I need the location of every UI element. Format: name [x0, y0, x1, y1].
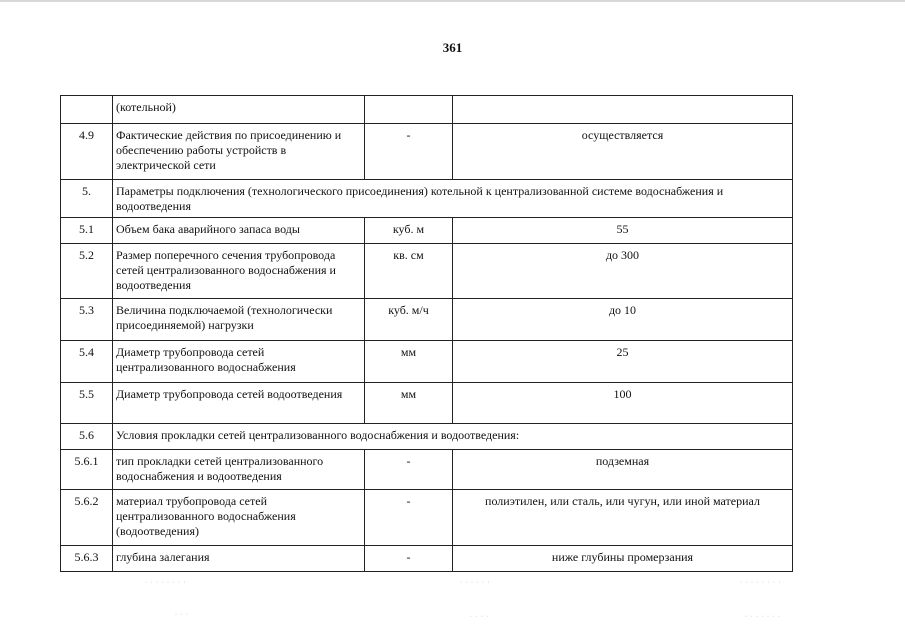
row-number: 5.6.3 [61, 546, 113, 572]
table-row [61, 450, 793, 490]
scan-artifact: · · · [175, 612, 189, 618]
section-number: 5.6 [61, 424, 113, 450]
row-parameter: материал трубопровода сетей централизованного водоснабжения (водоотведения) [113, 490, 365, 546]
page-number: 361 [442, 40, 463, 55]
section-row [61, 424, 793, 450]
section-title: Условия прокладки сетей централизованного водоснабжения и водоотведения: [113, 424, 793, 450]
table-row [61, 546, 793, 572]
scan-edge-line [0, 0, 905, 2]
scan-artifact: · · · · [470, 614, 490, 620]
row-number: 5.3 [61, 299, 113, 341]
table-row [61, 218, 793, 244]
table-row [61, 244, 793, 299]
table-row [61, 96, 793, 124]
row-number [61, 96, 113, 124]
scan-artifact: · · · · · · · · [145, 580, 187, 586]
row-unit: - [365, 124, 453, 180]
section-title: Параметры подключения (технологического присоединения) котельной к централизованной системе водоснабжения и водоотведения [113, 180, 793, 218]
parameters-table [60, 95, 793, 572]
row-parameter: глубина залегания [113, 546, 365, 572]
row-parameter: Диаметр трубопровода сетей централизованного водоснабжения [113, 341, 365, 383]
row-value: ниже глубины промерзания [453, 546, 793, 572]
row-parameter: Объем бака аварийного запаса воды [113, 218, 365, 244]
table-row [61, 383, 793, 424]
row-unit: мм [365, 341, 453, 383]
row-number: 5.4 [61, 341, 113, 383]
row-number: 5.6.2 [61, 490, 113, 546]
row-unit: куб. м [365, 218, 453, 244]
scan-artifact: · · · · · · · · [740, 580, 782, 586]
section-row [61, 180, 793, 218]
row-value: до 10 [453, 299, 793, 341]
row-parameter: Величина подключаемой (технологически присоединяемой) нагрузки [113, 299, 365, 341]
row-number: 5.2 [61, 244, 113, 299]
row-value: подземная [453, 450, 793, 490]
row-number: 4.9 [61, 124, 113, 180]
table-row [61, 124, 793, 180]
row-value [453, 96, 793, 124]
row-value: до 300 [453, 244, 793, 299]
row-value: осуществляется [453, 124, 793, 180]
row-number: 5.1 [61, 218, 113, 244]
row-value: полиэтилен, или сталь, или чугун, или иной материал [453, 490, 793, 546]
row-unit [365, 96, 453, 124]
row-parameter: Диаметр трубопровода сетей водоотведения [113, 383, 365, 424]
row-parameter: (котельной) [113, 96, 365, 124]
table-row [61, 299, 793, 341]
table-row [61, 490, 793, 546]
table-row [61, 341, 793, 383]
section-number: 5. [61, 180, 113, 218]
row-number: 5.5 [61, 383, 113, 424]
row-number: 5.6.1 [61, 450, 113, 490]
scan-artifact: · · · · · · · [745, 614, 781, 620]
row-unit: - [365, 546, 453, 572]
scan-artifact: · · · · · · [460, 580, 491, 586]
row-unit: мм [365, 383, 453, 424]
row-value: 25 [453, 341, 793, 383]
row-unit: - [365, 450, 453, 490]
row-unit: - [365, 490, 453, 546]
row-value: 100 [453, 383, 793, 424]
row-value: 55 [453, 218, 793, 244]
row-unit: кв. см [365, 244, 453, 299]
row-unit: куб. м/ч [365, 299, 453, 341]
row-parameter: тип прокладки сетей централизованного водоснабжения и водоотведения [113, 450, 365, 490]
row-parameter: Фактические действия по присоединению и обеспечению работы устройств в электрической сети [113, 124, 365, 180]
row-parameter: Размер поперечного сечения трубопровода сетей централизованного водоснабжения и водоотведения [113, 244, 365, 299]
